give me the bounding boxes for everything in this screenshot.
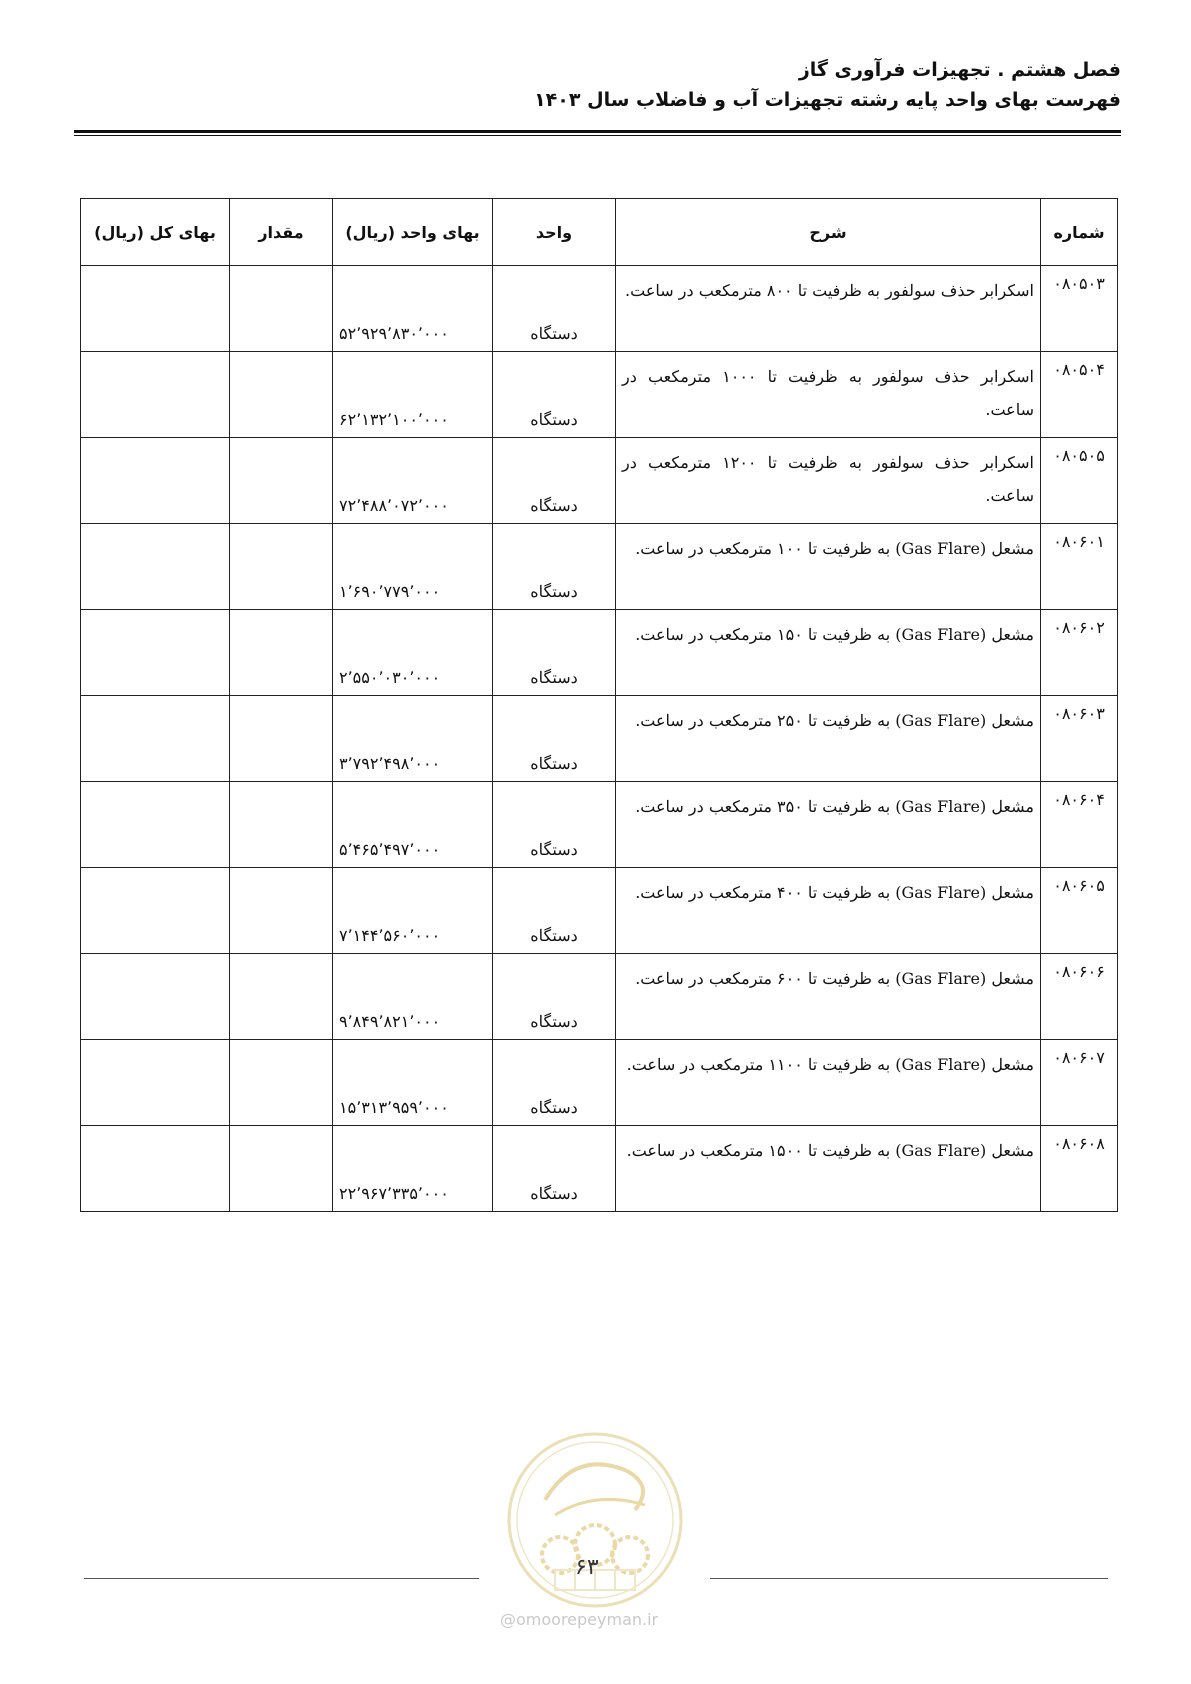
column-header-unit: واحد [493,199,616,266]
table-row [81,1126,1118,1212]
row-description: مشعل (Gas Flare) به ظرفیت تا ۱۰۰ مترمکعب در ساعت. [616,524,1041,610]
row-unit-price: ۳٬۷۹۲٬۴۹۸٬۰۰۰ [333,696,493,782]
footer-rule-right [710,1578,1108,1579]
row-quantity [230,524,333,610]
row-quantity [230,1126,333,1212]
row-unit: دستگاه [493,954,616,1040]
page-header [534,55,1121,115]
row-quantity [230,782,333,868]
row-total-price [81,610,230,696]
row-quantity [230,1040,333,1126]
row-number: ۰۸۰۶۰۴ [1041,782,1118,868]
row-unit-price: ۵۲٬۹۲۹٬۸۳۰٬۰۰۰ [333,266,493,352]
row-quantity [230,266,333,352]
row-unit: دستگاه [493,610,616,696]
row-description: مشعل (Gas Flare) به ظرفیت تا ۴۰۰ مترمکعب در ساعت. [616,868,1041,954]
table-row [81,782,1118,868]
row-number: ۰۸۰۶۰۲ [1041,610,1118,696]
row-total-price [81,352,230,438]
row-description: مشعل (Gas Flare) به ظرفیت تا ۱۱۰۰ مترمکعب در ساعت. [616,1040,1041,1126]
row-total-price [81,1126,230,1212]
row-number: ۰۸۰۶۰۷ [1041,1040,1118,1126]
row-unit: دستگاه [493,782,616,868]
row-description: مشعل (Gas Flare) به ظرفیت تا ۱۵۰ مترمکعب در ساعت. [616,610,1041,696]
seal-logo-icon [505,1430,685,1610]
list-title: فهرست بهای واحد پایه رشته تجهیزات آب و فاضلاب سال ۱۴۰۳ [534,89,1121,111]
header-rule-thick [74,130,1121,133]
row-quantity [230,954,333,1040]
row-unit: دستگاه [493,266,616,352]
row-description: مشعل (Gas Flare) به ظرفیت تا ۲۵۰ مترمکعب در ساعت. [616,696,1041,782]
watermark-url: @omoorepeyman.ir [500,1610,659,1629]
column-header-total-price: بهای کل (ریال) [81,199,230,266]
row-unit-price: ۱٬۶۹۰٬۷۷۹٬۰۰۰ [333,524,493,610]
row-unit: دستگاه [493,1126,616,1212]
row-quantity [230,868,333,954]
row-quantity [230,610,333,696]
row-unit-price: ۲۲٬۹۶۷٬۳۳۵٬۰۰۰ [333,1126,493,1212]
row-unit-price: ۲٬۵۵۰٬۰۳۰٬۰۰۰ [333,610,493,696]
row-description: اسکرابر حذف سولفور به ظرفیت تا ۸۰۰ مترمکعب در ساعت. [616,266,1041,352]
page-number: ۶۳ [575,1555,599,1580]
column-header-number: شماره [1041,199,1118,266]
table-row [81,868,1118,954]
row-number: ۰۸۰۵۰۵ [1041,438,1118,524]
table-row [81,954,1118,1040]
table-row [81,438,1118,524]
row-description: مشعل (Gas Flare) به ظرفیت تا ۳۵۰ مترمکعب در ساعت. [616,782,1041,868]
row-number: ۰۸۰۶۰۵ [1041,868,1118,954]
table-row [81,1040,1118,1126]
table-row [81,266,1118,352]
price-table [80,198,1118,1212]
chapter-title: فصل هشتم . تجهیزات فرآوری گاز [798,59,1121,81]
row-unit-price: ۱۵٬۳۱۳٬۹۵۹٬۰۰۰ [333,1040,493,1126]
row-quantity [230,696,333,782]
table-row [81,524,1118,610]
column-header-unit-price: بهای واحد (ریال) [333,199,493,266]
row-description: مشعل (Gas Flare) به ظرفیت تا ۱۵۰۰ مترمکعب در ساعت. [616,1126,1041,1212]
row-quantity [230,352,333,438]
row-unit-price: ۷٬۱۴۴٬۵۶۰٬۰۰۰ [333,868,493,954]
row-number: ۰۸۰۶۰۶ [1041,954,1118,1040]
row-quantity [230,438,333,524]
row-unit-price: ۹٬۸۴۹٬۸۲۱٬۰۰۰ [333,954,493,1040]
row-unit: دستگاه [493,868,616,954]
row-number: ۰۸۰۶۰۱ [1041,524,1118,610]
row-unit-price: ۶۲٬۱۳۲٬۱۰۰٬۰۰۰ [333,352,493,438]
row-description: اسکرابر حذف سولفور به ظرفیت تا ۱۰۰۰ مترمکعب در ساعت. [616,352,1041,438]
row-total-price [81,524,230,610]
row-unit: دستگاه [493,524,616,610]
row-number: ۰۸۰۵۰۳ [1041,266,1118,352]
column-header-description: شرح [616,199,1041,266]
row-unit: دستگاه [493,352,616,438]
row-unit-price: ۵٬۴۶۵٬۴۹۷٬۰۰۰ [333,782,493,868]
row-unit: دستگاه [493,438,616,524]
row-number: ۰۸۰۶۰۳ [1041,696,1118,782]
row-unit-price: ۷۲٬۴۸۸٬۰۷۲٬۰۰۰ [333,438,493,524]
row-total-price [81,696,230,782]
row-total-price [81,1040,230,1126]
row-total-price [81,266,230,352]
row-number: ۰۸۰۶۰۸ [1041,1126,1118,1212]
column-header-quantity: مقدار [230,199,333,266]
row-total-price [81,438,230,524]
table-row [81,696,1118,782]
row-description: اسکرابر حذف سولفور به ظرفیت تا ۱۲۰۰ مترمکعب در ساعت. [616,438,1041,524]
row-description: مشعل (Gas Flare) به ظرفیت تا ۶۰۰ مترمکعب در ساعت. [616,954,1041,1040]
row-unit: دستگاه [493,696,616,782]
footer-rule-left [84,1578,479,1579]
table-header-row [81,199,1118,266]
row-total-price [81,868,230,954]
table-row [81,352,1118,438]
row-unit: دستگاه [493,1040,616,1126]
row-total-price [81,782,230,868]
table-row [81,610,1118,696]
header-rule-thin [74,135,1121,136]
row-total-price [81,954,230,1040]
row-number: ۰۸۰۵۰۴ [1041,352,1118,438]
